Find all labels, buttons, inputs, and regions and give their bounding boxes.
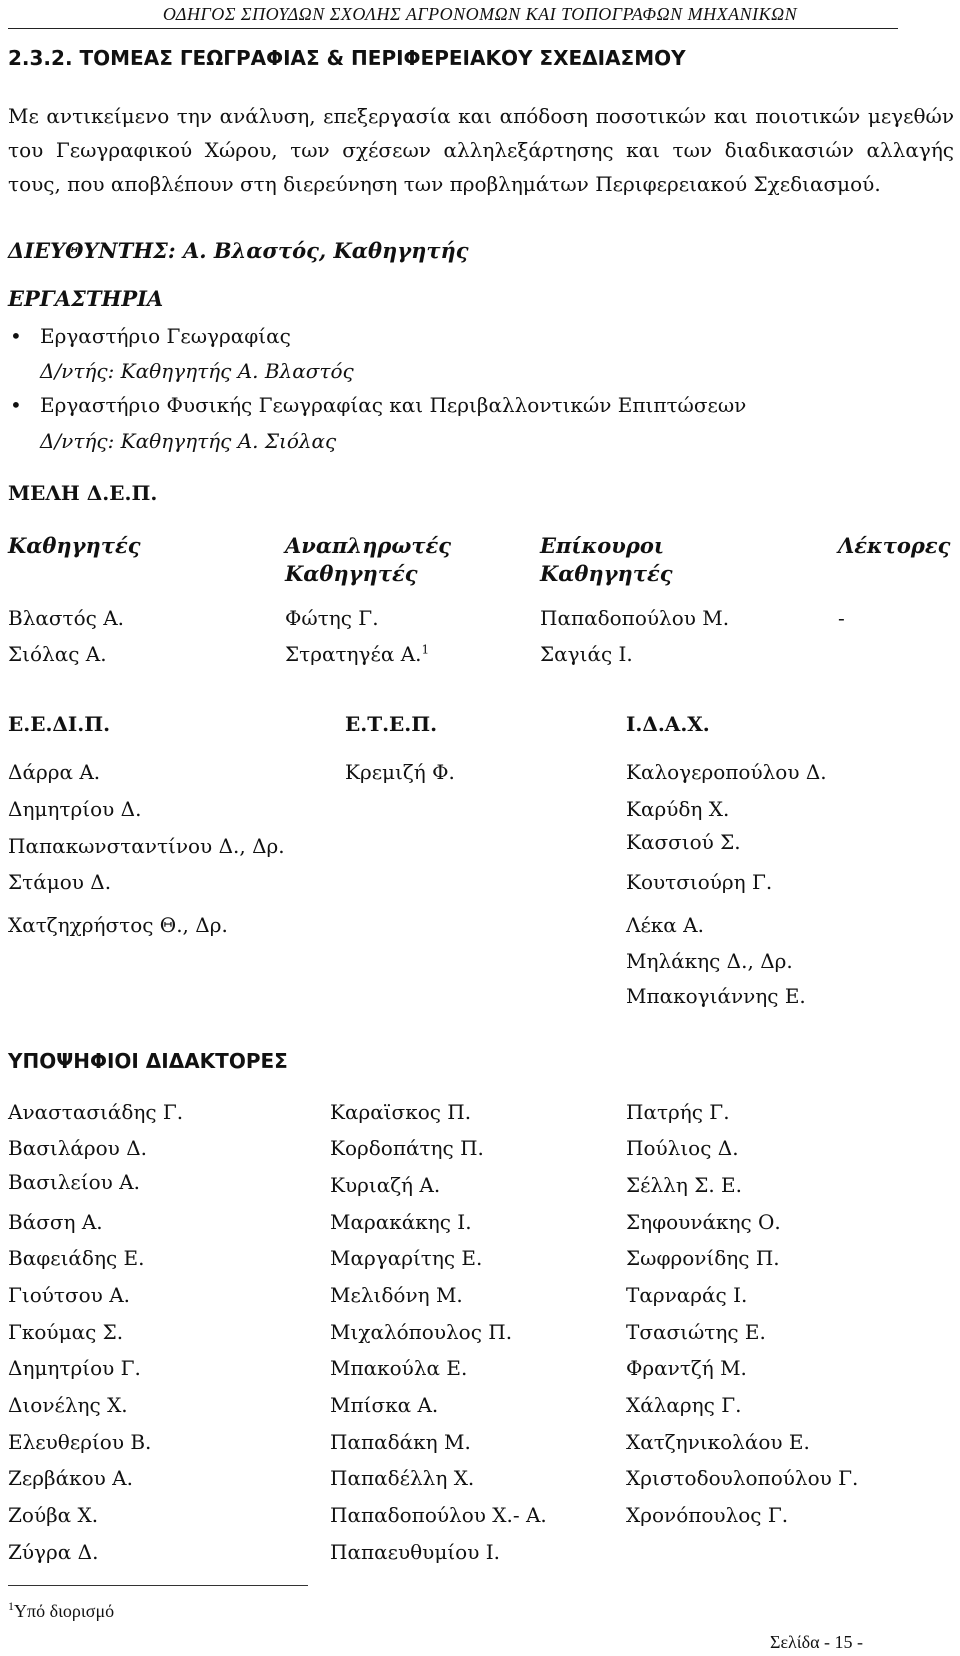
faculty-member-with-note: [285, 642, 429, 666]
phd-candidate: Τσασιώτης Ε.: [626, 1320, 766, 1344]
staff-member: Κρεμιζή Φ.: [345, 760, 455, 784]
phd-candidate: Χρονόπουλος Γ.: [626, 1503, 789, 1527]
phd-candidate: Σωφρονίδης Π.: [626, 1246, 780, 1270]
faculty-member: Φώτης Γ.: [285, 606, 379, 630]
running-header: ΟΔΗΓΟΣ ΣΠΟΥΔΩΝ ΣΧΟΛΗΣ ΑΓΡΟΝΟΜΩΝ ΚΑΙ ΤΟΠΟΓΡΑΦΩΝ ΜΗΧΑΝΙΚΩΝ: [162, 4, 798, 24]
staff-member: Καλογεροπούλου Δ.: [626, 760, 827, 784]
staff-member: Κασσιού Σ.: [626, 830, 741, 854]
phd-candidate: Μαρακάκης Ι.: [330, 1210, 472, 1234]
phd-candidate: Ελευθερίου Β.: [8, 1430, 152, 1454]
staff-member: Καρύδη Χ.: [626, 797, 730, 821]
footnote-marker: 1: [8, 1599, 14, 1613]
phd-candidate: Χριστοδουλοπούλου Γ.: [626, 1466, 859, 1490]
staff-heading: Ε.Ε.ΔΙ.Π.: [8, 712, 111, 736]
phd-candidate: Διονέλης Χ.: [8, 1393, 128, 1417]
phd-candidate: Σέλλη Σ. Ε.: [626, 1173, 743, 1197]
lab-name: Εργαστήριο Γεωγραφίας: [40, 324, 291, 348]
phd-candidate: Παπαδάκη Μ.: [330, 1430, 471, 1454]
faculty-column-heading: Καθηγητές: [8, 533, 141, 558]
phd-candidate: Φραντζή Μ.: [626, 1356, 747, 1380]
faculty-member: Παπαδοπούλου Μ.: [540, 606, 730, 630]
section-description: Με αντικείμενο την ανάλυση, επεξεργασία και απόδοση ποσοτικών και ποιοτικών μεγεθών του Γεωγραφικού Χώρου, των σχέσεων αλληλεξάρτησης και των διαδικασιών αλλαγής τους, που αποβλέπουν στη διερεύνηση των προβλημάτων Περιφερειακού Σχεδιασμού.: [8, 104, 954, 196]
faculty-member: -: [838, 606, 845, 630]
faculty-member: Στρατηγέα Α.: [285, 642, 422, 666]
phd-candidate: Χατζηνικολάου Ε.: [626, 1430, 810, 1454]
phd-candidate: Μπακούλα Ε.: [330, 1356, 468, 1380]
phd-candidate: Γκούμας Σ.: [8, 1320, 124, 1344]
staff-member: Στάμου Δ.: [8, 870, 112, 894]
phd-candidate: Ζούβα Χ.: [8, 1503, 99, 1527]
bullet-icon: •: [10, 393, 22, 417]
phd-candidate: Κορδοπάτης Π.: [330, 1136, 484, 1160]
phd-candidate: Χάλαρης Γ.: [626, 1393, 742, 1417]
staff-member: Δάρρα Α.: [8, 760, 101, 784]
lab-head: Δ/ντής: Καθηγητής Α. Σιόλας: [40, 429, 337, 453]
staff-member: Παπακωνσταντίνου Δ., Δρ.: [8, 834, 285, 858]
staff-member: Κουτσιούρη Γ.: [626, 870, 773, 894]
labs-heading: ΕΡΓΑΣΤΗΡΙΑ: [8, 286, 164, 311]
phd-candidate: Μιχαλόπουλος Π.: [330, 1320, 513, 1344]
faculty-column-heading: Λέκτορες: [838, 533, 951, 558]
phd-candidate: Βαφειάδης Ε.: [8, 1246, 145, 1270]
phd-candidate: Μελιδόνη Μ.: [330, 1283, 463, 1307]
phd-candidate: Σηφουνάκης Ο.: [626, 1210, 781, 1234]
footnote: [8, 1601, 114, 1622]
phd-candidate: Βάσση Α.: [8, 1210, 103, 1234]
page-number: Σελίδα - 15 -: [770, 1632, 864, 1652]
phd-candidate: Μπίσκα Α.: [330, 1393, 439, 1417]
bullet-icon: •: [10, 324, 22, 348]
director-line: ΔΙΕΥΘΥΝΤΗΣ: Α. Βλαστός, Καθηγητής: [8, 238, 469, 263]
phd-candidate: Ζερβάκου Α.: [8, 1466, 133, 1490]
phd-candidate: Μαργαρίτης Ε.: [330, 1246, 483, 1270]
faculty-member: Βλαστός Α.: [8, 606, 124, 630]
phd-heading: ΥΠΟΨΗΦΙΟΙ ΔΙΔΑΚΤΟΡΕΣ: [8, 1049, 288, 1073]
faculty-column-heading: Καθηγητές: [285, 561, 418, 586]
phd-candidate: Δημητρίου Γ.: [8, 1356, 141, 1380]
section-title: 2.3.2. ΤΟΜΕΑΣ ΓΕΩΓΡΑΦΙΑΣ & ΠΕΡΙΦΕΡΕΙΑΚΟΥ ΣΧΕΔΙΑΣΜΟΥ: [8, 46, 686, 70]
staff-member: Χατζηχρήστος Θ., Δρ.: [8, 913, 228, 937]
phd-candidate: Καραϊσκος Π.: [330, 1100, 472, 1124]
faculty-member: Σαγιάς Ι.: [540, 642, 633, 666]
phd-candidate: Κυριαζή Α.: [330, 1173, 441, 1197]
phd-candidate: Παπαδέλλη Χ.: [330, 1466, 475, 1490]
staff-member: Μηλάκης Δ., Δρ.: [626, 949, 793, 973]
faculty-column-heading: Αναπληρωτές: [285, 533, 452, 558]
phd-candidate: Αναστασιάδης Γ.: [8, 1100, 184, 1124]
phd-candidate: Βασιλάρου Δ.: [8, 1136, 147, 1160]
lab-head: Δ/ντής: Καθηγητής Α. Βλαστός: [40, 359, 354, 383]
faculty-column-heading: Καθηγητές: [540, 561, 673, 586]
header-rule: [8, 28, 898, 29]
staff-member: Μπακογιάννης Ε.: [626, 984, 806, 1008]
phd-candidate: Ζύγρα Δ.: [8, 1540, 99, 1564]
faculty-heading: ΜΕΛΗ Δ.Ε.Π.: [8, 481, 158, 505]
phd-candidate: Πούλιος Δ.: [626, 1136, 739, 1160]
footnote-marker: 1: [421, 642, 430, 657]
lab-name: Εργαστήριο Φυσικής Γεωγραφίας και Περιβαλλοντικών Επιπτώσεων: [40, 393, 747, 417]
phd-candidate: Βασιλείου Α.: [8, 1170, 140, 1194]
footnote-text: Υπό διορισμό: [14, 1601, 115, 1621]
phd-candidate: Γιούτσου Α.: [8, 1283, 130, 1307]
staff-heading: Ι.Δ.Α.Χ.: [626, 712, 710, 736]
faculty-member: Σιόλας Α.: [8, 642, 107, 666]
phd-candidate: Παπαδοπούλου Χ.- Α.: [330, 1503, 547, 1527]
staff-member: Δημητρίου Δ.: [8, 797, 142, 821]
phd-candidate: Πατρής Γ.: [626, 1100, 730, 1124]
staff-member: Λέκα Α.: [626, 913, 704, 937]
phd-candidate: Ταρναράς Ι.: [626, 1283, 748, 1307]
phd-candidate: Παπαευθυμίου Ι.: [330, 1540, 500, 1564]
faculty-column-heading: Επίκουροι: [540, 533, 664, 558]
staff-heading: Ε.Τ.Ε.Π.: [345, 712, 438, 736]
footnote-rule: [8, 1585, 308, 1586]
